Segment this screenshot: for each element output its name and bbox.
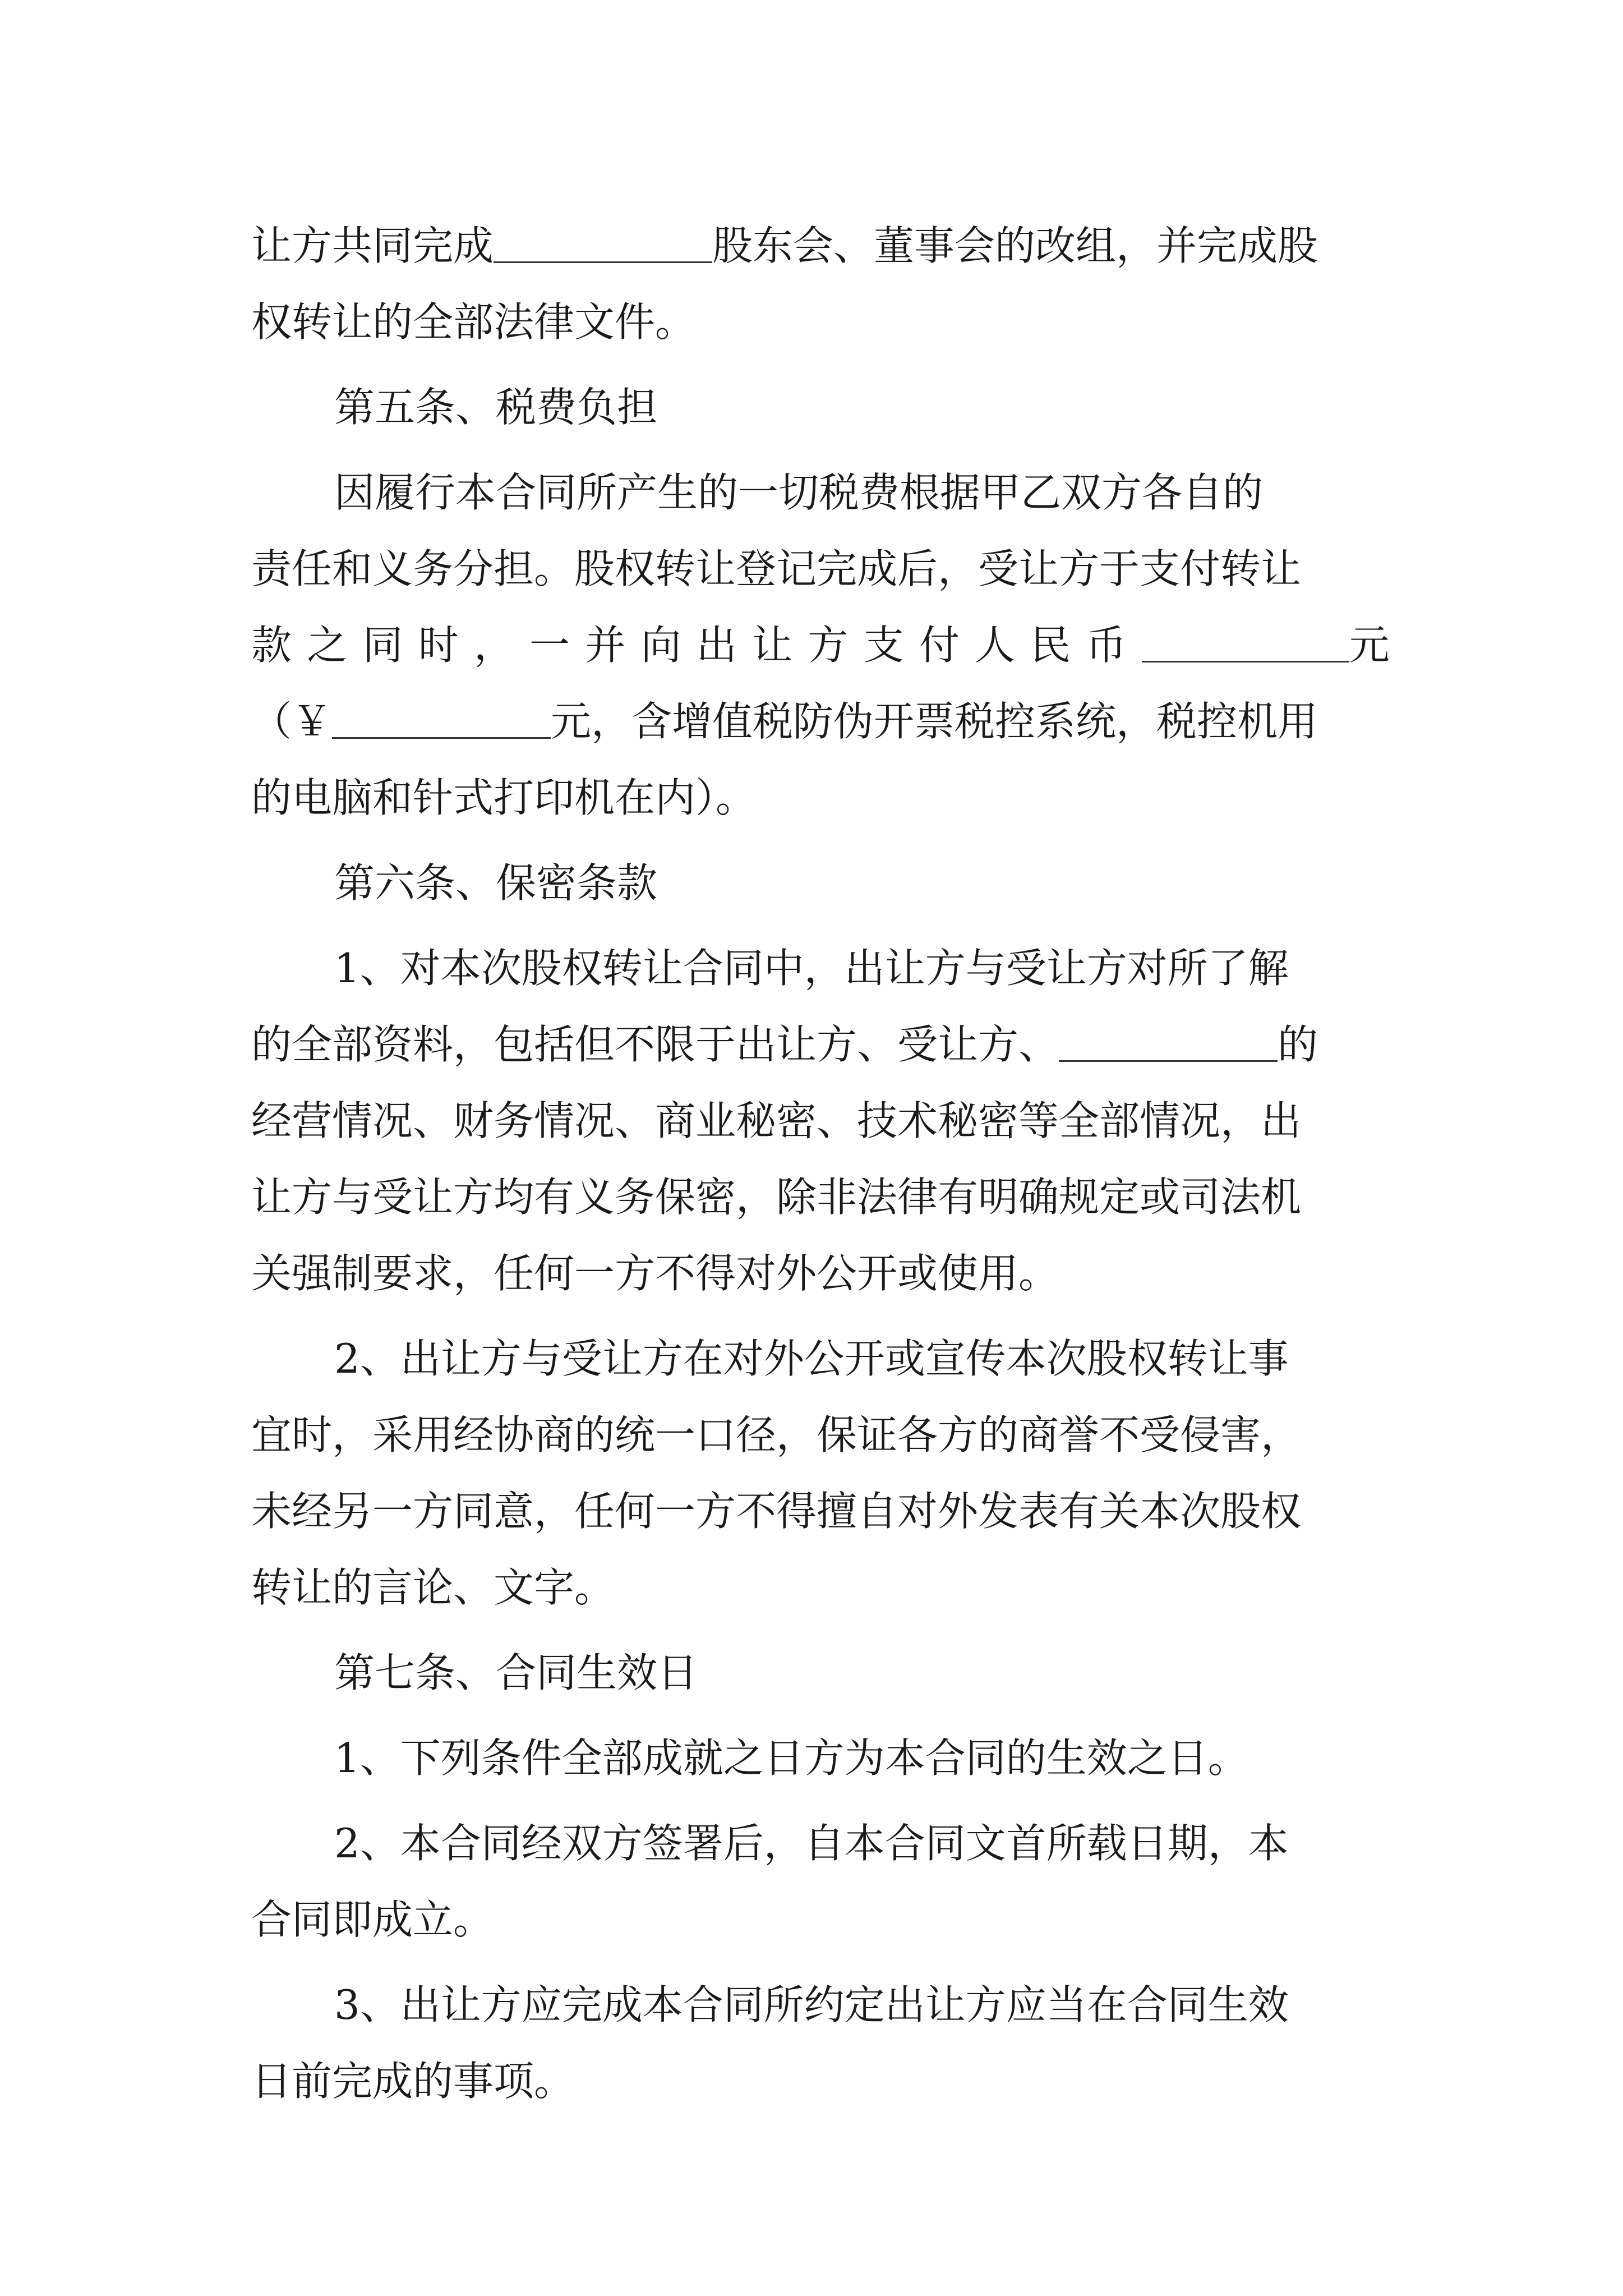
char: 同 <box>362 622 403 669</box>
text-line: 让方与受让方均有义务保密，除非法律有明确规定或司法机 <box>251 1174 1302 1221</box>
text-segment: 元，含增值税防伪开票税控系统，税控机用 <box>551 698 1318 745</box>
document-body <box>251 208 1390 2119</box>
fill-in-blank <box>1059 1027 1278 1062</box>
text-line: 的电脑和针式打印机在内）。 <box>251 774 757 821</box>
char: 付 <box>919 622 960 669</box>
char: 民 <box>1030 622 1071 669</box>
char: 一 <box>529 622 570 669</box>
text-line: 宜时，采用经协商的统一口径，保证各方的商誉不受侵害， <box>251 1411 1302 1458</box>
text-segment: 的 <box>1278 1021 1318 1068</box>
text-line: 因履行本合同所产生的一切税费根据甲乙双方各自的 <box>334 469 1264 516</box>
text-line: 关强制要求，任何一方不得对外公开或使用。 <box>251 1250 1059 1297</box>
text-line: 日前完成的事项。 <box>251 2058 575 2105</box>
char: 支 <box>863 622 904 669</box>
text-line: 1、对本次股权转让合同中，出让方与受让方对所了解 <box>334 945 1289 992</box>
justified-text-line <box>251 607 1390 683</box>
fill-in-blank <box>1142 627 1349 662</box>
char: 方 <box>808 622 849 669</box>
text-line <box>251 683 1390 760</box>
char: 并 <box>585 622 626 669</box>
char: 元 <box>1349 622 1390 669</box>
text-line: 2、出让方与受让方在对外公开或宣传本次股权转让事 <box>334 1335 1289 1382</box>
text-segment: 股东会、董事会的改组，并完成股 <box>712 222 1318 269</box>
text-line: 2、本合同经双方签署后，自本合同文首所载日期，本 <box>334 1820 1289 1867</box>
char: 出 <box>696 622 737 669</box>
char: 人 <box>975 622 1016 669</box>
fill-in-blank <box>494 228 712 263</box>
fill-in-blank <box>332 703 551 739</box>
char: 时 <box>418 622 459 669</box>
text-line: 责任和义务分担。股权转让登记完成后，受让方于支付转让 <box>251 545 1302 592</box>
section-heading-article-6: 第六条、保密条款 <box>334 859 658 907</box>
section-heading-article-5: 第五条、税费负担 <box>334 384 658 431</box>
section-heading-article-7: 第七条、合同生效日 <box>334 1649 698 1696</box>
char: 款 <box>251 622 292 669</box>
char: 币 <box>1086 622 1127 669</box>
text-line: 未经另一方同意，任何一方不得擅自对外发表有关本次股权 <box>251 1488 1302 1535</box>
text-line: 合同即成立。 <box>251 1896 494 1943</box>
text-line: 1、下列条件全部成就之日方为本合同的生效之日。 <box>334 1734 1248 1782</box>
text-line <box>251 208 1390 284</box>
text-segment: （￥ <box>251 698 333 745</box>
text-segment: 让方共同完成 <box>251 222 494 269</box>
text-line <box>251 1006 1390 1083</box>
text-segment: 的全部资料，包括但不限于出让方、受让方、 <box>251 1021 1059 1068</box>
char: ， <box>473 622 514 669</box>
text-line: 3、出让方应完成本合同所约定出让方应当在合同生效 <box>334 1981 1289 2028</box>
char: 向 <box>640 622 681 669</box>
text-line: 转让的言论、文字。 <box>251 1564 615 1611</box>
text-line: 权转让的全部法律文件。 <box>251 298 696 346</box>
text-line: 经营情况、财务情况、商业秘密、技术秘密等全部情况，出 <box>251 1097 1302 1144</box>
char: 之 <box>307 622 348 669</box>
char: 让 <box>752 622 793 669</box>
